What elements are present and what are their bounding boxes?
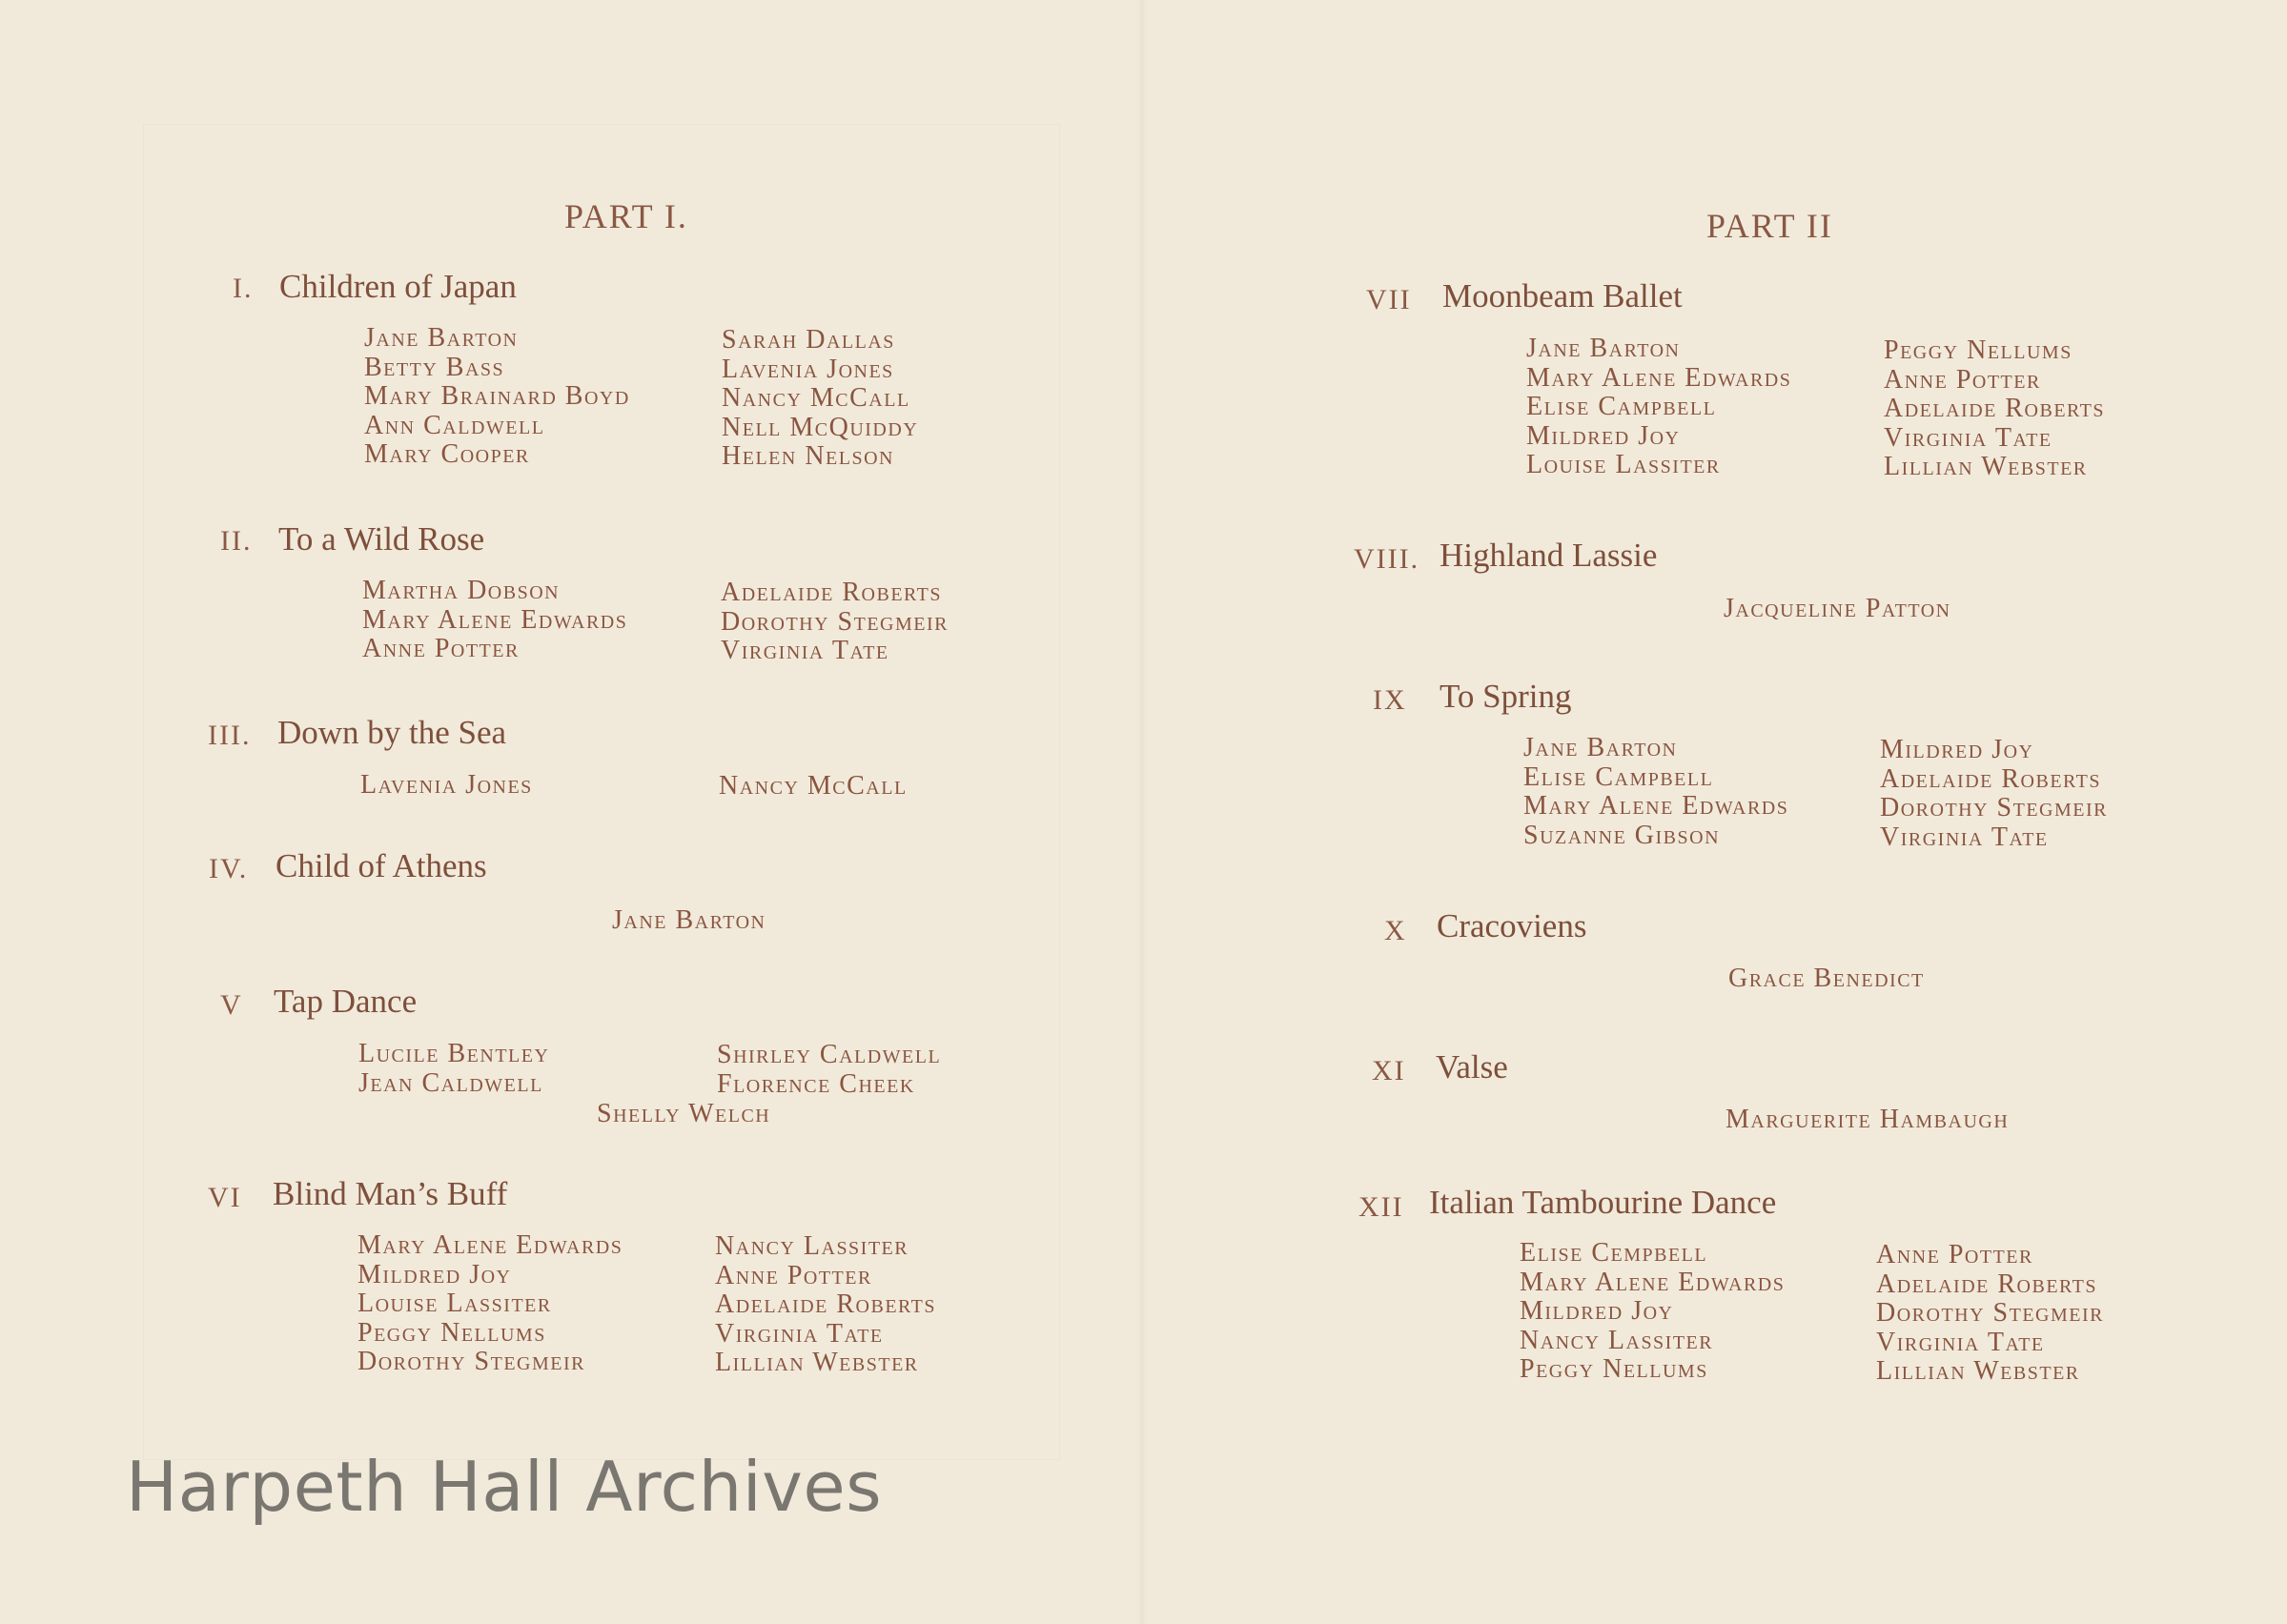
cast-member: Mary Alene Edwards — [1526, 362, 1792, 393]
cast-member: Florence Cheek — [717, 1068, 915, 1099]
cast-list-left — [357, 1231, 623, 1377]
cast-member: Anne Potter — [715, 1260, 872, 1290]
cast-member: Elise Cempbell — [1520, 1238, 1708, 1268]
cast-member: Adelaide Roberts — [1880, 763, 2102, 794]
cast-member: Adelaide Roberts — [721, 578, 943, 607]
act-title-down-by-the-sea: Down by the Sea — [277, 714, 507, 751]
cast-member-solo: Jacqueline Patton — [1724, 594, 1951, 623]
cast-member: Martha Dobson — [362, 576, 561, 605]
cast-list-right — [1880, 736, 2108, 852]
act-numeral: III. — [208, 720, 252, 751]
cast-member: Adelaide Roberts — [1884, 394, 2106, 423]
cast-member-solo: Jane Barton — [612, 905, 766, 935]
cast-member-solo: Grace Benedict — [1728, 964, 1925, 993]
act-numeral: X — [1384, 915, 1407, 946]
cast-member: Ann Caldwell — [364, 410, 545, 440]
cast-member: Mary Cooper — [364, 439, 530, 469]
cast-list-right — [722, 326, 918, 472]
cast-list-right — [1884, 336, 2105, 482]
cast-member: Lavenia Jones — [722, 354, 894, 384]
act-title-child-of-athens: Child of Athens — [276, 847, 487, 884]
cast-member: Shirley Caldwell — [717, 1040, 942, 1069]
cast-member-solo: Marguerite Hambaugh — [1725, 1105, 2010, 1134]
archive-watermark: Harpeth Hall Archives — [126, 1447, 883, 1527]
act-title-children-of-japan: Children of Japan — [279, 268, 517, 305]
cast-list-left — [1526, 335, 1791, 480]
cast-member: Elise Campbell — [1526, 392, 1717, 421]
cast-member: Nancy McCall — [722, 383, 910, 413]
cast-list-right — [719, 772, 908, 802]
cast-list-left — [360, 771, 533, 801]
act-title-italian-tambourine-dance: Italian Tambourine Dance — [1429, 1184, 1777, 1221]
act-title-valse: Valse — [1436, 1048, 1508, 1086]
cast-member: Virginia Tate — [1876, 1327, 2045, 1357]
cast-member: Nancy Lassiter — [715, 1231, 909, 1261]
cast-member: Mary Alene Edwards — [1520, 1267, 1786, 1297]
cast-member: Mary Brainard Boyd — [364, 381, 630, 411]
act-title-to-a-wild-rose: To a Wild Rose — [278, 520, 485, 558]
cast-member: Peggy Nellums — [357, 1317, 546, 1348]
cast-member: Peggy Nellums — [1884, 335, 2073, 365]
cast-member: Helen Nelson — [722, 441, 894, 471]
cast-member: Louise Lassiter — [357, 1289, 552, 1318]
cast-member: Anne Potter — [1884, 364, 2041, 395]
cast-list-left — [364, 324, 630, 470]
act-numeral: I. — [233, 273, 254, 304]
cast-member: Mildred Joy — [1880, 735, 2034, 764]
act-title-cracoviens: Cracoviens — [1437, 907, 1587, 944]
act-numeral: XI — [1372, 1055, 1406, 1086]
act-numeral: II. — [220, 525, 253, 557]
cast-member: Adelaide Roberts — [715, 1289, 937, 1319]
act-numeral: V — [220, 989, 243, 1021]
cast-member: Mildred Joy — [357, 1259, 512, 1289]
cast-member: Adelaide Roberts — [1876, 1269, 2098, 1299]
cast-member: Virginia Tate — [715, 1318, 884, 1349]
cast-member: Virginia Tate — [721, 636, 889, 665]
cast-member: Jane Barton — [364, 323, 519, 353]
cast-member: Nell McQuiddy — [722, 412, 919, 442]
act-title-blind-mans-buff: Blind Man’s Buff — [273, 1175, 508, 1212]
cast-member: Mildred Joy — [1526, 420, 1681, 451]
cast-member: Mary Alene Edwards — [357, 1230, 623, 1260]
cast-member: Anne Potter — [362, 634, 520, 663]
cast-member-solo: Shelly Welch — [597, 1099, 771, 1128]
cast-member: Dorothy Stegmeir — [721, 606, 949, 637]
cast-member: Anne Potter — [1876, 1240, 2033, 1269]
cast-member: Lillian Webster — [715, 1348, 919, 1377]
cast-list-right — [715, 1232, 936, 1378]
cast-member: Virginia Tate — [1884, 422, 2052, 453]
cast-member: Louise Lassiter — [1526, 450, 1721, 479]
cast-member: Dorothy Stegmeir — [1880, 793, 2108, 822]
cast-list-left — [358, 1040, 549, 1098]
cast-member: Nancy Lassiter — [1520, 1325, 1714, 1355]
act-numeral: IV. — [209, 853, 249, 884]
cast-member: Elise Campbell — [1523, 761, 1714, 792]
cast-member: Betty Bass — [364, 352, 505, 382]
act-title-to-spring: To Spring — [1440, 678, 1572, 715]
act-numeral: VIII. — [1354, 543, 1420, 575]
act-title-highland-lassie: Highland Lassie — [1440, 537, 1658, 574]
cast-list-right — [1876, 1241, 2104, 1387]
cast-member: Peggy Nellums — [1520, 1354, 1708, 1384]
cast-member: Dorothy Stegmeir — [1876, 1298, 2104, 1328]
cast-member: Lillian Webster — [1876, 1356, 2080, 1386]
cast-list-left — [1523, 734, 1788, 850]
cast-member: Virginia Tate — [1880, 822, 2049, 852]
cast-member: Nancy McCall — [719, 771, 908, 801]
part-one-heading: PART I. — [564, 197, 688, 235]
cast-list-left — [362, 577, 627, 664]
act-title-moonbeam-ballet: Moonbeam Ballet — [1442, 277, 1683, 315]
act-numeral: VII — [1366, 284, 1412, 315]
cast-list-right — [721, 579, 949, 666]
cast-member: Jane Barton — [1526, 334, 1681, 363]
cast-member: Lillian Webster — [1884, 452, 2088, 481]
cast-member: Dorothy Stegmeir — [357, 1347, 585, 1376]
act-numeral: XII — [1358, 1191, 1404, 1223]
cast-member: Lavenia Jones — [360, 770, 533, 800]
part-two-heading: PART II — [1706, 207, 1833, 245]
cast-member: Mary Alene Edwards — [362, 604, 628, 635]
act-numeral: VI — [208, 1182, 242, 1213]
cast-member: Lucile Bentley — [358, 1039, 550, 1068]
cast-member: Jane Barton — [1523, 733, 1678, 762]
cast-member: Suzanne Gibson — [1523, 820, 1721, 850]
cast-member: Mildred Joy — [1520, 1296, 1674, 1326]
cast-member: Sarah Dallas — [722, 325, 895, 355]
act-title-tap-dance: Tap Dance — [274, 983, 418, 1020]
cast-list-left — [1520, 1239, 1785, 1385]
center-fold — [1137, 0, 1147, 1624]
cast-list-right — [717, 1041, 941, 1099]
cast-member: Mary Alene Edwards — [1523, 791, 1789, 821]
cast-member: Jean Caldwell — [358, 1067, 543, 1098]
act-numeral: IX — [1373, 684, 1407, 716]
